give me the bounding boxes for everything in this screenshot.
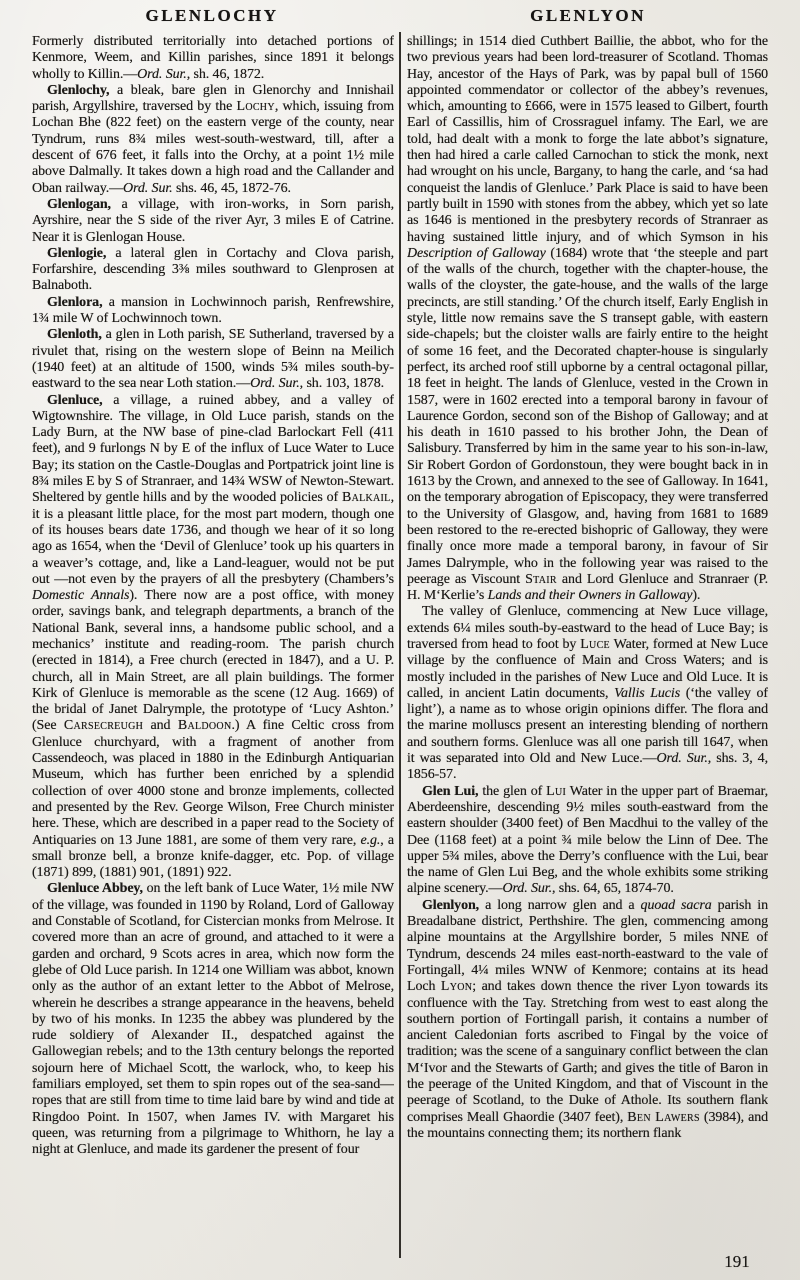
entry-paragraph xyxy=(32,83,394,197)
text-run: Domestic Annals xyxy=(32,588,130,604)
text-run: a village, a ruined abbey, and a valley of Wigtownshire. The village, in Old Luce parish, stands on the Lady Burn, at the NW base of pine-clad Barlockart Fell (411 feet), and 9 furlongs N by E of the influx of Luce Water to Luce Bay; its station on the Castle-Douglas and Portpatrick joint line is 8¾ miles E by S of Stranraer, and 14¾ WSW of Newton-Stewart. Sheltered by gentle hills and by the wooded policies of xyxy=(32,392,394,506)
left-column xyxy=(32,34,394,1270)
text-run: parish in Breadalbane district, Perthshire. The glen, commencing among alpine mountains at the Argyllshire border, 5 miles NNE of Tyndrum, descends 24 miles east-north-eastward to the vale of Fortingall, 4¼ miles WNW of Kenmore; contains at its head Loch xyxy=(407,897,768,995)
text-run: Glenluce, xyxy=(47,392,103,408)
text-run: Vallis Lucis xyxy=(614,685,681,701)
entry-paragraph xyxy=(32,197,394,246)
text-run: Stair xyxy=(525,571,557,587)
text-run: ). There now are a post office, with money order, savings bank, and telegraph departments, a branch of the National Bank, several inns, a handsome public school, and a mechanics’ institute and reading-room. The parish church (erected in 1814), a Free church (erected in 1847), and a U. P. church, all in Main Street, are all plain buildings. The former Kirk of Glenluce is memorable as the scene (12 Aug. 1669) of the bridal of Janet Dalrymple, the prototype of ‘Lucy Ashton.’ (See xyxy=(32,588,394,734)
right-column xyxy=(407,34,768,1270)
text-run: Lochy xyxy=(236,99,275,115)
column-divider-rule xyxy=(399,32,401,1258)
text-run: Glen Lui, xyxy=(422,783,479,799)
running-head-left: GLENLOCHY xyxy=(145,6,279,25)
text-run: and Lord Glenluce and Stranraer (P. H. M‘Kerlie’s xyxy=(407,571,768,604)
text-run: Ord. Sur. xyxy=(123,180,173,196)
text-run: Glenluce Abbey, xyxy=(47,881,143,897)
text-run: Formerly distributed territorially into detached portions of Kenmore, Weem, and Killin parishes, since 1891 it belongs wholly to Killin.— xyxy=(32,34,394,82)
text-run: Balkail xyxy=(341,490,391,506)
text-run: Water, formed at New Luce village by the confluence of Main and Cross Waters; and is mostly included in the parishes of New Luce and Old Luce. It is called, in ancient Latin documents, xyxy=(407,636,768,701)
text-run: .) A fine Celtic cross from Glenluce churchyard, with a fragment of another from Cassendeoch, was placed in 1880 in the Edinburgh Antiquarian Museum, which has further been enriched by a splendid collection of over 4000 stone and bronze implements, collected and presented by the Rev. George Wilson, Free Church minister here. These, which are described in a paper read to the Society of Antiquaries on 13 June 1881, are some of them very rare, xyxy=(32,718,394,848)
text-run: , shs. 3, 4, 1856-57. xyxy=(407,751,768,783)
text-run: , shs. 64, 65, 1874-70. xyxy=(552,881,674,897)
text-run: the glen of xyxy=(478,783,547,799)
text-run: a village, with iron-works, in Sorn parish, Ayrshire, near the S side of the river Ayr, 3 miles E of Catrine. Near it is Glenlogan House. xyxy=(32,196,394,245)
entry-paragraph xyxy=(32,34,394,83)
text-run: Glenlyon, xyxy=(422,897,480,913)
text-run: and xyxy=(143,718,178,734)
text-run: a glen in Loth parish, SE Sutherland, traversed by a rivulet that, rising on the western slope of Beinn na Meilich (1940 feet) at an altitude of 1500, winds 5¾ miles south-by-eastward to the sea near Loth station.— xyxy=(32,327,394,392)
text-run: The valley of Glenluce, commencing at New Luce village, extends 6¼ miles south-by-eastward to the head of Luce Bay; is traversed from head to foot by xyxy=(407,604,768,652)
text-run: Ord. Sur. xyxy=(137,66,187,82)
text-run: Water in the upper part of Braemar, Aberdeenshire, descending 9½ miles south-eastward from the eastern shoulder (3400 feet) of Ben Macdhui to the valley of the Dee (1168 feet) at a point ¾ mile below the Linn of Dee. The upper 5¾ miles, above the Derry’s confluence with the Lui, bear the name of Glen Lui Beg, and the whole exhibits some striking alpine scenery.— xyxy=(407,783,768,897)
text-run: Description of Galloway xyxy=(407,245,546,261)
text-run: Glenloth, xyxy=(47,327,102,343)
text-run: (‘the valley of light’), a name as to whose origin opinions differ. The flora and the marine molluscs present an interesting blending of northern and southern forms. Glenluce was all one parish till 1647, when it was separated into Old and New Luce.— xyxy=(407,685,768,767)
text-run: shs. 46, 45, 1872-76. xyxy=(172,180,291,196)
text-run: , sh. 46, 1872. xyxy=(186,66,265,82)
text-run: Lui xyxy=(546,783,567,799)
text-run: Luce xyxy=(580,636,610,652)
entry-paragraph xyxy=(32,327,394,392)
text-run: e.g. xyxy=(360,832,381,848)
text-run: Ord. Sur. xyxy=(656,751,708,767)
text-run: a long narrow glen and a xyxy=(479,897,641,913)
text-run: on the left bank of Luce Water, 1½ mile NW of the village, was founded in 1190 by Roland, Lord of Galloway and Constable of Scotland, for Cistercian monks from Melrose. It covered more than an acre of ground, and attached to it were a garden and orchard, 9 Scots acres in area, which now form the glebe of Old Luce parish. In 1214 one William was abbot, known only as the author of an extant letter to the Abbot of Melrose, wherein he describes a strange appearance in the heavens, beheld by two of his monks. In 1235 the abbey was plundered by the rude soldiery of Alexander II., despatched against the Gallowegian rebels; and to the 13th century belongs the reported sojourn here of Michael Scott, the warlock, who, to keep his familiars employed, set them to spin ropes out of the sea-sand—ropes that are still from time to time laid bare by wind and tide at Ringdoo Point. In 1507, when James IV. with Margaret his queen, was returning from a pilgrimage to Whithorn, he lay a night at Glenluce, and made its gardener the present of four xyxy=(32,881,394,1158)
text-run: Glenlogan, xyxy=(47,196,111,212)
text-run: Lands and their Owners in Galloway xyxy=(487,588,693,604)
text-run: , which, issuing from Lochan Bhe (822 feet) on the eastern verge of the county, near Tyndrum, runs 8¾ miles west-south-westward, till, after a descent of 676 feet, it falls into the Orchy, at a point 1½ mile above Dalmally. It takes down a high road and the Callander and Oban railway.— xyxy=(32,99,394,196)
text-run: ). xyxy=(692,588,701,604)
entry-paragraph xyxy=(32,295,394,328)
text-run: a lateral glen in Cortachy and Clova parish, Forfarshire, descending 3⅜ miles southward to Glenprosen at Balnaboth. xyxy=(32,245,394,294)
text-run: Ord. Sur. xyxy=(502,881,552,897)
text-run: Glenlora, xyxy=(47,294,103,310)
text-run: , sh. 103, 1878. xyxy=(299,376,384,392)
text-run: quoad sacra xyxy=(640,897,712,913)
entry-paragraph xyxy=(32,393,394,882)
text-run: (1684) wrote that ‘the steeple and part of the walls of the church, together with the chapter-house, the walls of the cloyster, the gate-house, and the walls of the large precincts, are still standing.’ Of the church itself, Early English in style, little now remains save the S transept gable, with eastern side-chapels; but the cloister walls are fairly entire to the height of some 16 feet, and the Decorated chapter-house is singularly perfect, its arched roof still upborne by a central octagonal pillar, 18 feet in height. The lands of Glenluce, vested in the Crown in 1587, were in 1602 erected into a temporal barony in favour of Laurence Gordon, second son of the Bishop of Galloway; and at his death in 1610 passed to his brother John, the Dean of Salisbury. Transferred by him in the same year to his son-in-law, Sir Robert Gordon of Gordonstoun, they were bought back in in 1613 by the Crown, and annexed to the see of Galloway. In 1641, on the temporary abrogation of Episcopacy, they were transferred to the University of Glasgow, and, having from 1681 to 1689 been restored to the re-erected bishopric of Galloway, they were finally once more made a temporal barony, in favour of Sir James Dalrymple, who in the following year was raised to the peerage as Viscount xyxy=(407,245,768,587)
text-run: ; and takes down thence the river Lyon towards its confluence with the Tay. Stretching from west to east along the southern portion of Fortingall parish, it contains a number of ancient Caledonian forts ascribed to Fingal by the voice of tradition; was the scene of a sanguinary conflict between the clan M‘Ivor and the Stewarts of Garth; and gives the title of Baron in the peerage of the United Kingdom, and that of Viscount in the peerage of Scotland, to the Duke of Athole. Its southern flank comprises Meall Ghaordie (3407 feet), xyxy=(407,979,768,1125)
text-run: Baldoon xyxy=(177,718,232,734)
text-run: (3984), and the mountains connecting them; its northern flank xyxy=(407,1109,768,1141)
page-number: 191 xyxy=(724,1252,750,1271)
text-run: Ord. Sur. xyxy=(250,376,300,392)
running-head-right: GLENLYON xyxy=(530,6,646,25)
text-run: a bleak, bare glen in Glenorchy and Innishail parish, Argyllshire, traversed by the xyxy=(32,82,394,115)
text-run: Glenlogie, xyxy=(47,245,107,261)
text-run: Lyon xyxy=(440,979,473,995)
entry-paragraph xyxy=(407,898,768,1142)
text-run: shillings; in 1514 died Cuthbert Baillie, the abbot, who for the two previous years had been lord-treasurer of Scotland. Thomas Hay, ancestor of the Hays of Park, was by papal bull of 1560 appointed commendator or collector of the abbey’s revenues, which, amounting to £666, were in 1575 leased to Gilbert, fourth Earl of Cassillis, him of Crossraguel infamy. The Earl, we are told, had dealt with a monk to forge the late abbot’s signature, then had hired a carle called Carnochan to stick the monk, next had wrought on his uncle, Bargany, to hang the carle, and ‘sa had conqueist the landis of Glenluce.’ Park Place is said to have been partly built in 1590 with stones from the abbey, which yet so late as 1646 is mentioned in the presbytery records of Stranraer as having sustained little injury, and of which Symson in his xyxy=(407,34,768,245)
text-run: Ben Lawers xyxy=(627,1109,700,1125)
entry-paragraph xyxy=(407,784,768,898)
text-run: , a small bronze bell, a bronze knife-dagger, etc. Pop. of village (1871) 899, (1881) 901, (1891) 922. xyxy=(32,832,394,881)
entry-paragraph xyxy=(407,604,768,783)
text-run: Carsecreugh xyxy=(63,718,144,734)
entry-paragraph xyxy=(32,881,394,1158)
text-run: a mansion in Lochwinnoch parish, Renfrewshire, 1¾ mile W of Lochwinnoch town. xyxy=(32,294,394,327)
text-run: , it is a pleasant little place, for the most part modern, though one of its houses bears date 1736, and though we hear of it so long ago as 1654, when the ‘Devil of Glenluce’ took up his quarters in a weaver’s cottage, and, like a Land-leaguer, would not be put out —not even by the prayers of all the presbytery (Chambers’s xyxy=(32,490,394,587)
entry-paragraph xyxy=(407,34,768,604)
entry-paragraph xyxy=(32,246,394,295)
text-run: Glenlochy, xyxy=(47,82,110,98)
